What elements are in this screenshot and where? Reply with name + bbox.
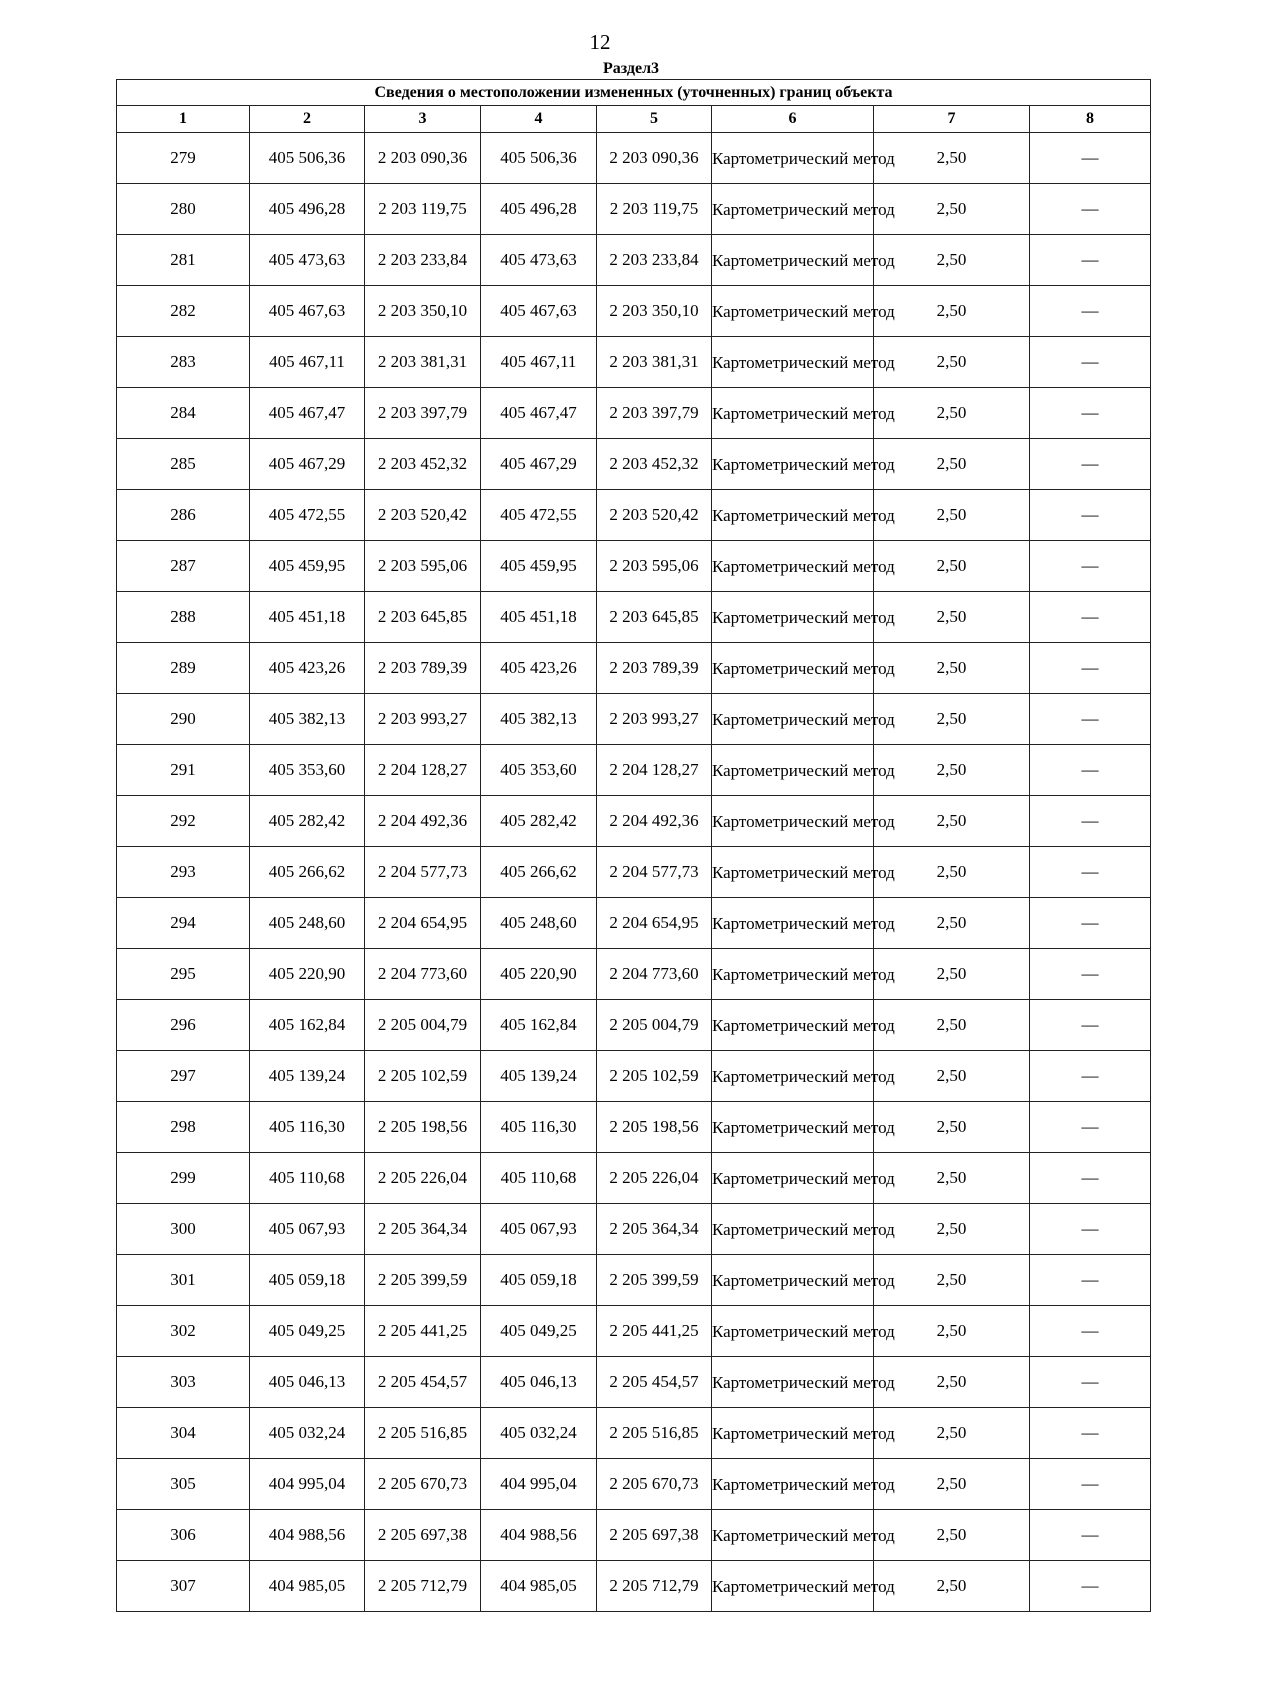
y-coordinate-old-cell: 2 204 654,95 xyxy=(365,898,481,949)
table-row xyxy=(117,439,1151,490)
description-cell: — xyxy=(1030,1357,1151,1408)
y-coordinate-new-cell: 2 205 697,38 xyxy=(597,1510,712,1561)
method-cell: Картометрический метод xyxy=(712,1255,874,1306)
coordinates-table xyxy=(116,79,1151,1612)
point-number-cell: 287 xyxy=(117,541,250,592)
y-coordinate-new-cell: 2 205 516,85 xyxy=(597,1408,712,1459)
x-coordinate-old-cell: 405 049,25 xyxy=(250,1306,365,1357)
column-number: 3 xyxy=(365,106,481,133)
y-coordinate-old-cell: 2 205 516,85 xyxy=(365,1408,481,1459)
point-number-cell: 303 xyxy=(117,1357,250,1408)
point-number-cell: 298 xyxy=(117,1102,250,1153)
method-cell: Картометрический метод xyxy=(712,745,874,796)
y-coordinate-new-cell: 2 205 364,34 xyxy=(597,1204,712,1255)
column-number: 4 xyxy=(481,106,597,133)
point-number-cell: 306 xyxy=(117,1510,250,1561)
x-coordinate-new-cell: 405 506,36 xyxy=(481,133,597,184)
point-number-cell: 300 xyxy=(117,1204,250,1255)
column-number: 7 xyxy=(874,106,1030,133)
x-coordinate-old-cell: 404 985,05 xyxy=(250,1561,365,1612)
accuracy-cell: 2,50 xyxy=(874,439,1030,490)
accuracy-cell: 2,50 xyxy=(874,898,1030,949)
y-coordinate-old-cell: 2 203 595,06 xyxy=(365,541,481,592)
accuracy-cell: 2,50 xyxy=(874,1510,1030,1561)
method-cell: Картометрический метод xyxy=(712,1102,874,1153)
method-cell: Картометрический метод xyxy=(712,1510,874,1561)
point-number-cell: 283 xyxy=(117,337,250,388)
x-coordinate-old-cell: 405 459,95 xyxy=(250,541,365,592)
point-number-cell: 301 xyxy=(117,1255,250,1306)
column-number: 8 xyxy=(1030,106,1151,133)
description-cell: — xyxy=(1030,1051,1151,1102)
y-coordinate-old-cell: 2 205 697,38 xyxy=(365,1510,481,1561)
table-row xyxy=(117,490,1151,541)
description-cell: — xyxy=(1030,1408,1151,1459)
table-body xyxy=(117,133,1151,1612)
y-coordinate-new-cell: 2 205 441,25 xyxy=(597,1306,712,1357)
method-cell: Картометрический метод xyxy=(712,1561,874,1612)
accuracy-cell: 2,50 xyxy=(874,643,1030,694)
y-coordinate-old-cell: 2 205 102,59 xyxy=(365,1051,481,1102)
accuracy-cell: 2,50 xyxy=(874,1561,1030,1612)
point-number-cell: 297 xyxy=(117,1051,250,1102)
y-coordinate-new-cell: 2 205 712,79 xyxy=(597,1561,712,1612)
description-cell: — xyxy=(1030,235,1151,286)
method-cell: Картометрический метод xyxy=(712,184,874,235)
y-coordinate-new-cell: 2 203 452,32 xyxy=(597,439,712,490)
x-coordinate-old-cell: 405 116,30 xyxy=(250,1102,365,1153)
y-coordinate-new-cell: 2 204 128,27 xyxy=(597,745,712,796)
point-number-cell: 294 xyxy=(117,898,250,949)
table-row xyxy=(117,592,1151,643)
x-coordinate-new-cell: 404 988,56 xyxy=(481,1510,597,1561)
description-cell: — xyxy=(1030,949,1151,1000)
accuracy-cell: 2,50 xyxy=(874,1102,1030,1153)
x-coordinate-old-cell: 405 110,68 xyxy=(250,1153,365,1204)
accuracy-cell: 2,50 xyxy=(874,1051,1030,1102)
accuracy-cell: 2,50 xyxy=(874,1153,1030,1204)
x-coordinate-new-cell: 405 046,13 xyxy=(481,1357,597,1408)
accuracy-cell: 2,50 xyxy=(874,796,1030,847)
y-coordinate-new-cell: 2 203 119,75 xyxy=(597,184,712,235)
table-row xyxy=(117,133,1151,184)
method-cell: Картометрический метод xyxy=(712,1153,874,1204)
x-coordinate-old-cell: 405 059,18 xyxy=(250,1255,365,1306)
x-coordinate-old-cell: 405 423,26 xyxy=(250,643,365,694)
point-number-cell: 302 xyxy=(117,1306,250,1357)
description-cell: — xyxy=(1030,592,1151,643)
table-row xyxy=(117,745,1151,796)
point-number-cell: 285 xyxy=(117,439,250,490)
x-coordinate-old-cell: 405 067,93 xyxy=(250,1204,365,1255)
x-coordinate-new-cell: 405 459,95 xyxy=(481,541,597,592)
x-coordinate-old-cell: 405 467,11 xyxy=(250,337,365,388)
accuracy-cell: 2,50 xyxy=(874,847,1030,898)
accuracy-cell: 2,50 xyxy=(874,490,1030,541)
method-cell: Картометрический метод xyxy=(712,643,874,694)
y-coordinate-new-cell: 2 205 670,73 xyxy=(597,1459,712,1510)
table-row xyxy=(117,898,1151,949)
x-coordinate-new-cell: 405 353,60 xyxy=(481,745,597,796)
accuracy-cell: 2,50 xyxy=(874,388,1030,439)
method-cell: Картометрический метод xyxy=(712,388,874,439)
y-coordinate-old-cell: 2 205 399,59 xyxy=(365,1255,481,1306)
x-coordinate-new-cell: 405 467,47 xyxy=(481,388,597,439)
y-coordinate-new-cell: 2 204 773,60 xyxy=(597,949,712,1000)
description-cell: — xyxy=(1030,133,1151,184)
accuracy-cell: 2,50 xyxy=(874,184,1030,235)
method-cell: Картометрический метод xyxy=(712,847,874,898)
column-number: 5 xyxy=(597,106,712,133)
method-cell: Картометрический метод xyxy=(712,439,874,490)
method-cell: Картометрический метод xyxy=(712,490,874,541)
y-coordinate-old-cell: 2 204 128,27 xyxy=(365,745,481,796)
x-coordinate-new-cell: 405 496,28 xyxy=(481,184,597,235)
table-row xyxy=(117,1102,1151,1153)
table-row xyxy=(117,337,1151,388)
method-cell: Картометрический метод xyxy=(712,796,874,847)
y-coordinate-new-cell: 2 205 226,04 xyxy=(597,1153,712,1204)
column-number: 2 xyxy=(250,106,365,133)
x-coordinate-new-cell: 405 049,25 xyxy=(481,1306,597,1357)
table-row xyxy=(117,1510,1151,1561)
x-coordinate-new-cell: 405 467,63 xyxy=(481,286,597,337)
x-coordinate-old-cell: 405 496,28 xyxy=(250,184,365,235)
y-coordinate-new-cell: 2 203 993,27 xyxy=(597,694,712,745)
method-cell: Картометрический метод xyxy=(712,541,874,592)
description-cell: — xyxy=(1030,1153,1151,1204)
accuracy-cell: 2,50 xyxy=(874,541,1030,592)
description-cell: — xyxy=(1030,337,1151,388)
description-cell: — xyxy=(1030,1255,1151,1306)
y-coordinate-old-cell: 2 204 492,36 xyxy=(365,796,481,847)
y-coordinate-old-cell: 2 203 381,31 xyxy=(365,337,481,388)
accuracy-cell: 2,50 xyxy=(874,949,1030,1000)
y-coordinate-old-cell: 2 203 452,32 xyxy=(365,439,481,490)
table-row xyxy=(117,1153,1151,1204)
point-number-cell: 295 xyxy=(117,949,250,1000)
y-coordinate-new-cell: 2 205 198,56 xyxy=(597,1102,712,1153)
x-coordinate-old-cell: 404 995,04 xyxy=(250,1459,365,1510)
x-coordinate-new-cell: 405 472,55 xyxy=(481,490,597,541)
point-number-cell: 291 xyxy=(117,745,250,796)
x-coordinate-new-cell: 405 423,26 xyxy=(481,643,597,694)
description-cell: — xyxy=(1030,745,1151,796)
y-coordinate-new-cell: 2 204 492,36 xyxy=(597,796,712,847)
description-cell: — xyxy=(1030,1510,1151,1561)
y-coordinate-old-cell: 2 204 577,73 xyxy=(365,847,481,898)
description-cell: — xyxy=(1030,1306,1151,1357)
description-cell: — xyxy=(1030,1459,1151,1510)
y-coordinate-old-cell: 2 203 645,85 xyxy=(365,592,481,643)
x-coordinate-new-cell: 405 266,62 xyxy=(481,847,597,898)
x-coordinate-old-cell: 405 472,55 xyxy=(250,490,365,541)
x-coordinate-old-cell: 405 266,62 xyxy=(250,847,365,898)
x-coordinate-new-cell: 405 282,42 xyxy=(481,796,597,847)
table-row xyxy=(117,184,1151,235)
y-coordinate-old-cell: 2 203 789,39 xyxy=(365,643,481,694)
x-coordinate-new-cell: 405 451,18 xyxy=(481,592,597,643)
method-cell: Картометрический метод xyxy=(712,592,874,643)
method-cell: Картометрический метод xyxy=(712,1459,874,1510)
point-number-cell: 281 xyxy=(117,235,250,286)
y-coordinate-old-cell: 2 203 233,84 xyxy=(365,235,481,286)
y-coordinate-new-cell: 2 205 102,59 xyxy=(597,1051,712,1102)
table-row xyxy=(117,847,1151,898)
y-coordinate-old-cell: 2 203 397,79 xyxy=(365,388,481,439)
y-coordinate-old-cell: 2 205 441,25 xyxy=(365,1306,481,1357)
method-cell: Картометрический метод xyxy=(712,133,874,184)
x-coordinate-old-cell: 405 248,60 xyxy=(250,898,365,949)
y-coordinate-new-cell: 2 205 399,59 xyxy=(597,1255,712,1306)
table-row xyxy=(117,643,1151,694)
description-cell: — xyxy=(1030,1561,1151,1612)
x-coordinate-old-cell: 405 473,63 xyxy=(250,235,365,286)
method-cell: Картометрический метод xyxy=(712,235,874,286)
accuracy-cell: 2,50 xyxy=(874,592,1030,643)
description-cell: — xyxy=(1030,1204,1151,1255)
accuracy-cell: 2,50 xyxy=(874,1357,1030,1408)
x-coordinate-old-cell: 405 382,13 xyxy=(250,694,365,745)
y-coordinate-new-cell: 2 203 789,39 xyxy=(597,643,712,694)
y-coordinate-new-cell: 2 203 645,85 xyxy=(597,592,712,643)
y-coordinate-old-cell: 2 203 520,42 xyxy=(365,490,481,541)
accuracy-cell: 2,50 xyxy=(874,694,1030,745)
method-cell: Картометрический метод xyxy=(712,949,874,1000)
table-row xyxy=(117,1204,1151,1255)
method-cell: Картометрический метод xyxy=(712,694,874,745)
table-row xyxy=(117,1357,1151,1408)
method-cell: Картометрический метод xyxy=(712,1306,874,1357)
x-coordinate-old-cell: 405 282,42 xyxy=(250,796,365,847)
description-cell: — xyxy=(1030,286,1151,337)
table-row xyxy=(117,1408,1151,1459)
description-cell: — xyxy=(1030,898,1151,949)
page-number: 12 xyxy=(589,30,611,54)
x-coordinate-new-cell: 405 032,24 xyxy=(481,1408,597,1459)
x-coordinate-new-cell: 404 995,04 xyxy=(481,1459,597,1510)
point-number-cell: 282 xyxy=(117,286,250,337)
accuracy-cell: 2,50 xyxy=(874,133,1030,184)
description-cell: — xyxy=(1030,541,1151,592)
x-coordinate-old-cell: 405 467,63 xyxy=(250,286,365,337)
x-coordinate-new-cell: 405 162,84 xyxy=(481,1000,597,1051)
y-coordinate-old-cell: 2 203 993,27 xyxy=(365,694,481,745)
x-coordinate-new-cell: 405 110,68 xyxy=(481,1153,597,1204)
point-number-cell: 296 xyxy=(117,1000,250,1051)
accuracy-cell: 2,50 xyxy=(874,337,1030,388)
description-cell: — xyxy=(1030,847,1151,898)
point-number-cell: 284 xyxy=(117,388,250,439)
method-cell: Картометрический метод xyxy=(712,1000,874,1051)
description-cell: — xyxy=(1030,643,1151,694)
method-cell: Картометрический метод xyxy=(712,898,874,949)
x-coordinate-old-cell: 405 220,90 xyxy=(250,949,365,1000)
x-coordinate-old-cell: 405 467,47 xyxy=(250,388,365,439)
table-row xyxy=(117,694,1151,745)
x-coordinate-new-cell: 404 985,05 xyxy=(481,1561,597,1612)
column-numbers-row xyxy=(117,106,1151,133)
point-number-cell: 280 xyxy=(117,184,250,235)
y-coordinate-new-cell: 2 204 577,73 xyxy=(597,847,712,898)
description-cell: — xyxy=(1030,1000,1151,1051)
accuracy-cell: 2,50 xyxy=(874,1000,1030,1051)
table-row xyxy=(117,1255,1151,1306)
y-coordinate-old-cell: 2 205 198,56 xyxy=(365,1102,481,1153)
table-row xyxy=(117,235,1151,286)
description-cell: — xyxy=(1030,694,1151,745)
x-coordinate-old-cell: 405 139,24 xyxy=(250,1051,365,1102)
description-cell: — xyxy=(1030,439,1151,490)
description-cell: — xyxy=(1030,388,1151,439)
table-row xyxy=(117,949,1151,1000)
accuracy-cell: 2,50 xyxy=(874,1204,1030,1255)
table-row xyxy=(117,1000,1151,1051)
point-number-cell: 299 xyxy=(117,1153,250,1204)
x-coordinate-old-cell: 405 467,29 xyxy=(250,439,365,490)
accuracy-cell: 2,50 xyxy=(874,286,1030,337)
y-coordinate-new-cell: 2 203 350,10 xyxy=(597,286,712,337)
point-number-cell: 292 xyxy=(117,796,250,847)
y-coordinate-new-cell: 2 203 520,42 xyxy=(597,490,712,541)
y-coordinate-old-cell: 2 205 226,04 xyxy=(365,1153,481,1204)
y-coordinate-old-cell: 2 205 004,79 xyxy=(365,1000,481,1051)
x-coordinate-new-cell: 405 473,63 xyxy=(481,235,597,286)
point-number-cell: 279 xyxy=(117,133,250,184)
x-coordinate-new-cell: 405 067,93 xyxy=(481,1204,597,1255)
point-number-cell: 307 xyxy=(117,1561,250,1612)
y-coordinate-new-cell: 2 204 654,95 xyxy=(597,898,712,949)
x-coordinate-new-cell: 405 382,13 xyxy=(481,694,597,745)
y-coordinate-new-cell: 2 203 397,79 xyxy=(597,388,712,439)
y-coordinate-new-cell: 2 205 004,79 xyxy=(597,1000,712,1051)
y-coordinate-old-cell: 2 203 350,10 xyxy=(365,286,481,337)
point-number-cell: 305 xyxy=(117,1459,250,1510)
description-cell: — xyxy=(1030,490,1151,541)
point-number-cell: 304 xyxy=(117,1408,250,1459)
accuracy-cell: 2,50 xyxy=(874,235,1030,286)
y-coordinate-old-cell: 2 204 773,60 xyxy=(365,949,481,1000)
point-number-cell: 290 xyxy=(117,694,250,745)
x-coordinate-old-cell: 405 032,24 xyxy=(250,1408,365,1459)
method-cell: Картометрический метод xyxy=(712,1357,874,1408)
x-coordinate-old-cell: 405 162,84 xyxy=(250,1000,365,1051)
table-row xyxy=(117,1306,1151,1357)
x-coordinate-old-cell: 405 046,13 xyxy=(250,1357,365,1408)
section-title: Раздел3 xyxy=(602,60,660,77)
method-cell: Картометрический метод xyxy=(712,286,874,337)
point-number-cell: 293 xyxy=(117,847,250,898)
accuracy-cell: 2,50 xyxy=(874,1408,1030,1459)
y-coordinate-new-cell: 2 203 090,36 xyxy=(597,133,712,184)
table-row xyxy=(117,1561,1151,1612)
x-coordinate-new-cell: 405 116,30 xyxy=(481,1102,597,1153)
table-row xyxy=(117,541,1151,592)
table-row xyxy=(117,1051,1151,1102)
table-row xyxy=(117,796,1151,847)
y-coordinate-old-cell: 2 203 119,75 xyxy=(365,184,481,235)
x-coordinate-new-cell: 405 059,18 xyxy=(481,1255,597,1306)
column-number: 1 xyxy=(117,106,250,133)
table-row xyxy=(117,388,1151,439)
y-coordinate-old-cell: 2 205 670,73 xyxy=(365,1459,481,1510)
column-number: 6 xyxy=(712,106,874,133)
y-coordinate-old-cell: 2 205 454,57 xyxy=(365,1357,481,1408)
x-coordinate-old-cell: 405 353,60 xyxy=(250,745,365,796)
y-coordinate-new-cell: 2 203 381,31 xyxy=(597,337,712,388)
accuracy-cell: 2,50 xyxy=(874,1306,1030,1357)
description-cell: — xyxy=(1030,184,1151,235)
accuracy-cell: 2,50 xyxy=(874,1255,1030,1306)
method-cell: Картометрический метод xyxy=(712,1051,874,1102)
method-cell: Картометрический метод xyxy=(712,1408,874,1459)
table-row xyxy=(117,1459,1151,1510)
point-number-cell: 288 xyxy=(117,592,250,643)
table-row xyxy=(117,286,1151,337)
y-coordinate-old-cell: 2 203 090,36 xyxy=(365,133,481,184)
description-cell: — xyxy=(1030,1102,1151,1153)
point-number-cell: 286 xyxy=(117,490,250,541)
y-coordinate-old-cell: 2 205 364,34 xyxy=(365,1204,481,1255)
point-number-cell: 289 xyxy=(117,643,250,694)
method-cell: Картометрический метод xyxy=(712,1204,874,1255)
method-cell: Картометрический метод xyxy=(712,337,874,388)
accuracy-cell: 2,50 xyxy=(874,745,1030,796)
y-coordinate-new-cell: 2 205 454,57 xyxy=(597,1357,712,1408)
x-coordinate-new-cell: 405 220,90 xyxy=(481,949,597,1000)
y-coordinate-old-cell: 2 205 712,79 xyxy=(365,1561,481,1612)
y-coordinate-new-cell: 2 203 233,84 xyxy=(597,235,712,286)
x-coordinate-new-cell: 405 467,29 xyxy=(481,439,597,490)
x-coordinate-new-cell: 405 139,24 xyxy=(481,1051,597,1102)
x-coordinate-old-cell: 404 988,56 xyxy=(250,1510,365,1561)
accuracy-cell: 2,50 xyxy=(874,1459,1030,1510)
table-caption: Сведения о местоположении измененных (уточненных) границ объекта xyxy=(117,80,1151,106)
x-coordinate-new-cell: 405 467,11 xyxy=(481,337,597,388)
x-coordinate-new-cell: 405 248,60 xyxy=(481,898,597,949)
x-coordinate-old-cell: 405 506,36 xyxy=(250,133,365,184)
x-coordinate-old-cell: 405 451,18 xyxy=(250,592,365,643)
description-cell: — xyxy=(1030,796,1151,847)
y-coordinate-new-cell: 2 203 595,06 xyxy=(597,541,712,592)
